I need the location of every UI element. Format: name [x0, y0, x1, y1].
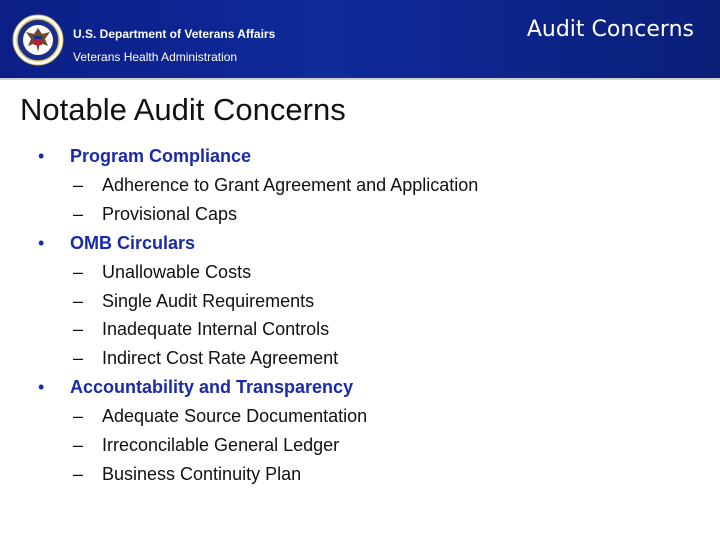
dash-mark: – [73, 261, 84, 282]
bullet-mark: • [38, 146, 45, 166]
dash-mark: – [73, 348, 84, 369]
sub-item-label: Adequate Source Documentation [102, 406, 368, 427]
sub-item-label: Unallowable Costs [102, 261, 252, 282]
dash-mark: – [73, 174, 84, 195]
bullet-accountability-transparency [38, 373, 678, 402]
bullet-label: Accountability and Transparency [70, 377, 354, 398]
dash-mark: – [73, 463, 84, 484]
dash-mark: – [73, 203, 84, 224]
dash-mark: – [73, 406, 84, 427]
sub-item [38, 344, 678, 373]
org-subtitle: Veterans Health Administration [73, 50, 238, 64]
header-title: Audit Concerns [526, 17, 694, 42]
sub-item [38, 258, 678, 287]
header-banner [0, 0, 720, 80]
bullet-mark: • [38, 377, 45, 398]
sub-item-label: Irreconcilable General Ledger [102, 435, 340, 456]
sub-item-label: Business Continuity Plan [102, 463, 302, 484]
sub-item [38, 460, 678, 489]
sub-item-label: Provisional Caps [102, 203, 238, 224]
sub-item [38, 315, 678, 344]
sub-item [38, 431, 678, 460]
sub-item-label: Single Audit Requirements [102, 290, 315, 311]
sub-item [38, 171, 678, 200]
va-seal-icon [12, 14, 64, 66]
slide-content [38, 142, 678, 489]
sub-item-label: Indirect Cost Rate Agreement [102, 348, 339, 369]
bullet-label: Program Compliance [70, 146, 252, 166]
bullet-mark: • [38, 232, 45, 253]
dash-mark: – [73, 435, 84, 456]
sub-item [38, 287, 678, 316]
sub-item [38, 402, 678, 431]
sub-item-label: Adherence to Grant Agreement and Application [102, 174, 479, 195]
sub-item [38, 200, 678, 229]
dash-mark: – [73, 290, 84, 311]
org-name: U.S. Department of Veterans Affairs [73, 27, 276, 41]
slide-title: Notable Audit Concerns [20, 92, 346, 127]
sub-item-label: Inadequate Internal Controls [102, 319, 330, 340]
dash-mark: – [73, 319, 84, 340]
bullet-program-compliance [38, 142, 678, 171]
bullet-omb-circulars [38, 229, 678, 258]
bullet-label: OMB Circulars [70, 232, 196, 253]
